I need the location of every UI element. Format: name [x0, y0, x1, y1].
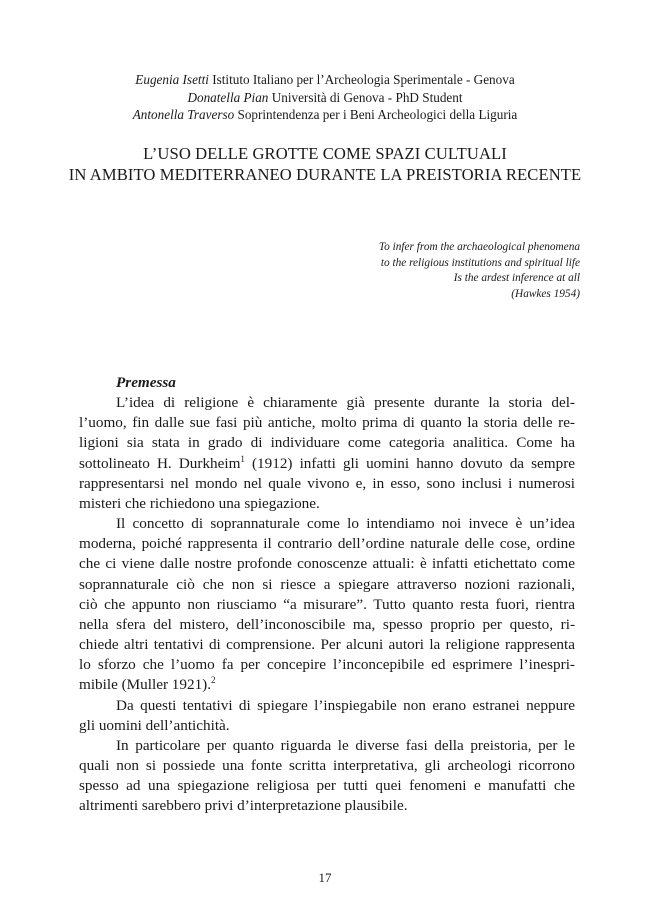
epigraph-citation: (Hawkes 1954) [511, 288, 580, 301]
author-affiliation: Università di Genova - PhD Student [268, 89, 463, 105]
body-line: lo sforzo che l’uomo fa per concepire l’inconcepibile ed esprimere l’inespri- [79, 656, 575, 674]
author-affiliation: Soprintendenza per i Beni Archeologici della Liguria [234, 107, 518, 122]
paper-title [0, 143, 650, 185]
body-line: ligioni sia stata in grado di individuare come categoria analitica. Come ha [79, 434, 575, 452]
body-line: L’idea di religione è chiaramente già presente durante la storia del- [116, 394, 575, 412]
body-line: Da questi tentativi di spiegare l’inspiegabile non erano estranei neppure [116, 696, 575, 714]
page-number: 17 [318, 870, 332, 885]
body-line: gli uomini dell’antichità. [79, 716, 230, 734]
body-line: quali non si possiede una fonte scritta interpretativa, gli archeologi ricorrono [79, 756, 575, 774]
author-name: Antonella Traverso [132, 107, 235, 122]
author-affiliation: Istituto Italiano per l’Archeologia Sperimentale - Genova [208, 72, 515, 87]
author-name: Donatella Pian [187, 89, 269, 105]
body-line: rappresentarsi nel mondo nel quale vivono e, in esso, sono inclusi i numerosi [79, 474, 575, 492]
body-line: chiede altri tentativi di comprensione. Per alcuni autori la religione rappresenta [79, 636, 575, 654]
epigraph-line: to the religious institutions and spiritual life [380, 256, 580, 269]
epigraph-line: To infer from the archaeological phenomena [378, 241, 580, 253]
author-block [0, 71, 650, 124]
body-lines [79, 393, 575, 816]
body-line-text: mibile (Muller 1921). [79, 676, 212, 694]
author-name: Eugenia Isetti [135, 72, 209, 87]
title-line: IN AMBITO MEDITERRANEO DURANTE LA PREISTORIA RECENTE [68, 165, 582, 184]
section-heading: Premessa [116, 374, 176, 391]
body-line [79, 454, 575, 474]
epigraph [379, 240, 580, 303]
body-line: che ci viene dalle nostre profonde conoscenze attuali: è infatti etichettato come [79, 555, 575, 573]
body-line: Il concetto di soprannaturale come lo intendiamo noi invece è un’idea [116, 515, 575, 533]
body-line-text: sottolineato H. Durkheim [79, 454, 241, 472]
body-line: soprannaturale ciò che non si riesce a spiegare attraverso nozioni razionali, [79, 575, 575, 593]
body-line [79, 675, 575, 695]
body-line-text: (1912) infatti gli uomini hanno dovuto da sempre [244, 454, 575, 472]
title-line: L’USO DELLE GROTTE COME SPAZI CULTUALI [143, 144, 507, 163]
author-line [0, 106, 650, 124]
footnote-marker[interactable]: 2 [211, 675, 216, 686]
body-line: In particolare per quanto riguarda le diverse fasi della preistoria, per le [116, 736, 575, 754]
body-line: ciò che appunto non riusciamo “a misurare”. Tutto quanto resta fuori, rientra [79, 595, 575, 613]
footnote-marker[interactable]: 1 [240, 453, 245, 464]
body-line: moderna, poiché rappresenta il contrario dell’ordine naturale delle cose, ordine [79, 535, 575, 553]
body-line: spesso ad una spiegazione religiosa per tutti quei fenomeni e manufatti che [79, 777, 575, 795]
body-text [79, 373, 575, 816]
body-line: altrimenti sarebbero privi d’interpretazione plausibile. [79, 797, 408, 815]
author-line [0, 71, 650, 89]
body-line: nella sfera del mistero, dell’inconoscibile ma, spesso proprio per questo, ri- [79, 615, 575, 633]
body-line: misteri che richiedono una spiegazione. [79, 494, 320, 512]
author-line [0, 89, 650, 107]
epigraph-line: Is the ardest inference at all [453, 272, 580, 285]
body-line: l’uomo, fin dalle sue fasi più antiche, molto prima di quanto la storia delle re- [79, 414, 575, 432]
